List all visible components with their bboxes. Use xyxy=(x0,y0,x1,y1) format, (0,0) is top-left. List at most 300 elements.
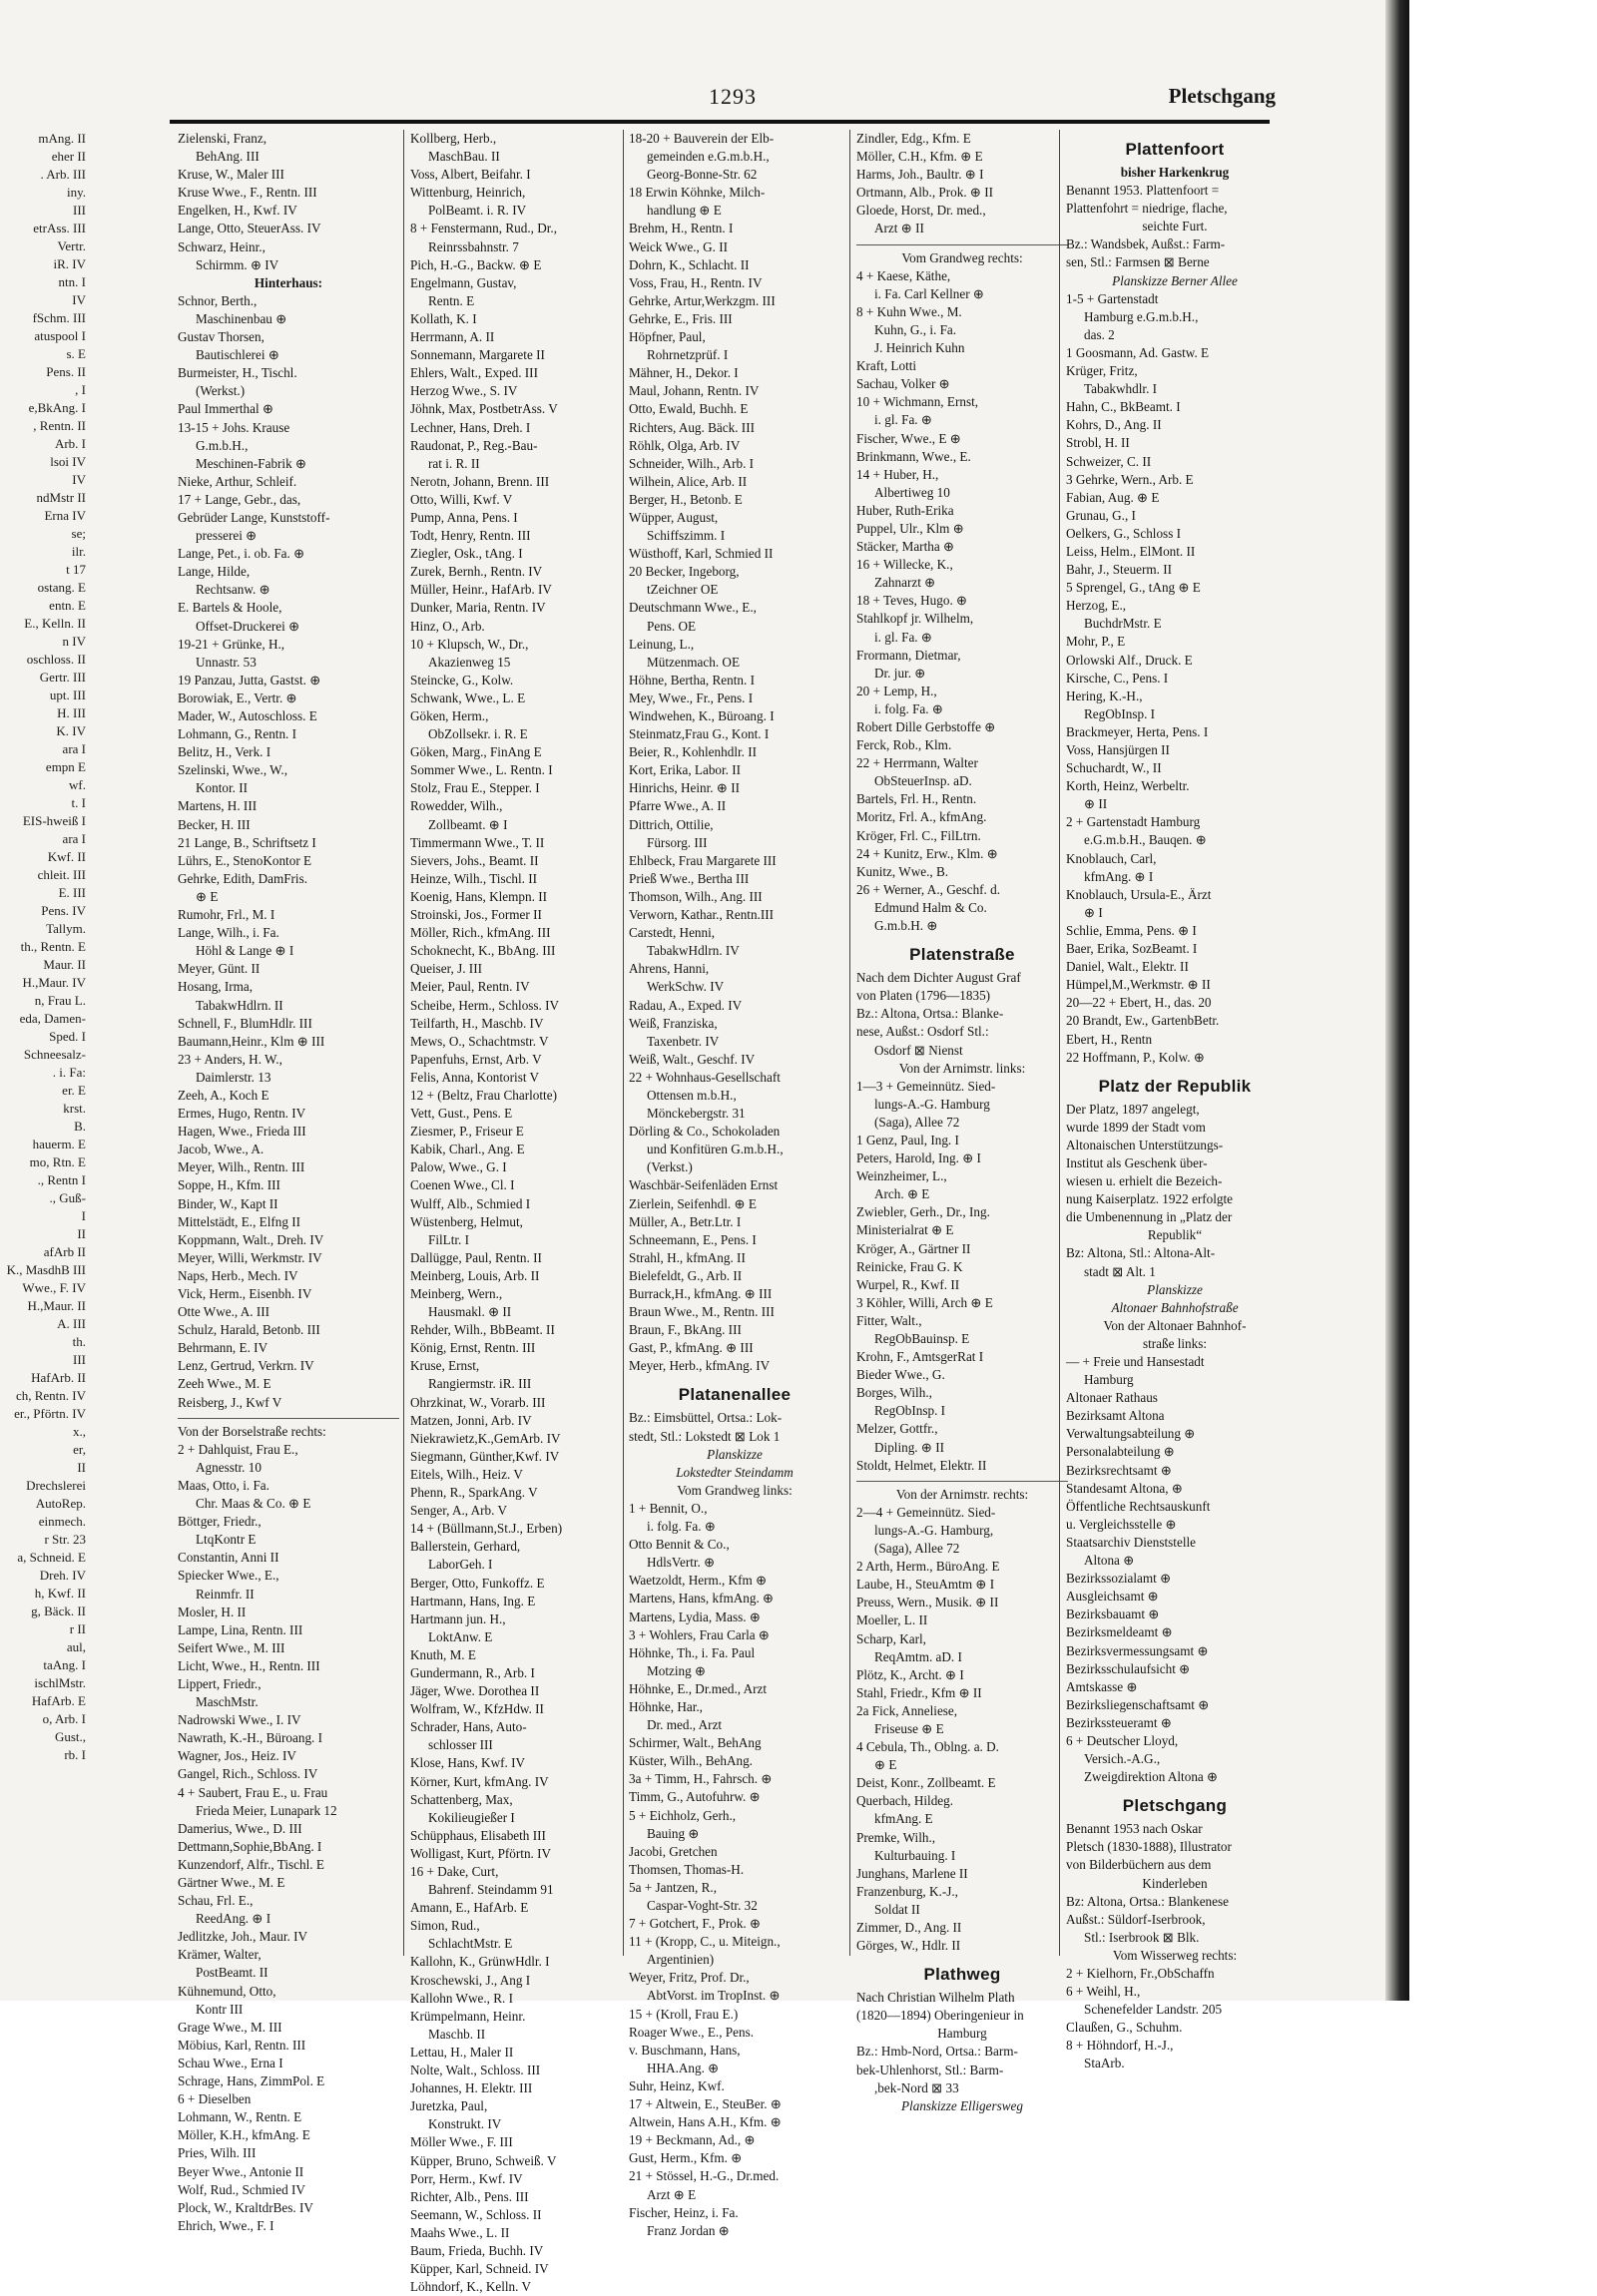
directory-entry: das. 2 xyxy=(1084,326,1115,342)
directory-entry: 3 Köhler, Willi, Arch ⊕ E xyxy=(856,1294,993,1310)
street-heading: Platz der Republik xyxy=(1098,1076,1252,1096)
directory-entry: Gärtner Wwe., M. E xyxy=(178,1875,285,1890)
directory-entry: Taxenbetr. IV xyxy=(647,1033,720,1049)
directory-entry: 10 + Klupsch, W., Dr., xyxy=(410,636,529,652)
directory-entry: Zindler, Edg., Kfm. E xyxy=(856,131,971,146)
facing-page-fragment: taAng. I xyxy=(43,1657,86,1672)
directory-entry: Altonaischen Unterstützungs- xyxy=(1066,1137,1224,1152)
facing-page-fragment: th. xyxy=(72,1334,86,1349)
directory-entry: Voss, Hansjürgen II xyxy=(1066,742,1170,757)
section-rule xyxy=(856,1475,1068,1482)
directory-entry: 2 + Dahlquist, Frau E., xyxy=(178,1441,298,1457)
directory-entry: Rumohr, Frl., M. I xyxy=(178,907,275,923)
directory-entry: Hinrichs, Heinr. ⊕ II xyxy=(629,780,741,796)
directory-entry: Grunau, G., I xyxy=(1066,507,1136,523)
directory-entry: Akazienweg 15 xyxy=(428,654,511,670)
directory-entry: Soldat II xyxy=(874,1901,920,1917)
directory-entry: Höhnke, E., Dr.med., Arzt xyxy=(629,1680,768,1696)
directory-entry: Simon, Rud., xyxy=(410,1918,480,1934)
directory-entry: Zurek, Bernh., Rentn. IV xyxy=(410,564,543,580)
directory-entry: 20 Brandt, Ew., GartenbBetr. xyxy=(1066,1013,1220,1029)
directory-entry: tZeichner OE xyxy=(647,582,719,598)
directory-entry: Kröger, Frl. C., FilLtrn. xyxy=(856,827,981,843)
facing-page-fragment: Arb. I xyxy=(54,436,86,451)
directory-entry: bek-Uhlenhorst, Stl.: Barm- xyxy=(856,2062,1004,2077)
directory-entry: und Konfitüren G.m.b.H., xyxy=(647,1142,784,1157)
directory-entry: Schnor, Berth., xyxy=(178,292,258,308)
directory-entry: Otto, Willi, Kwf. V xyxy=(410,491,513,507)
facing-page-fragment: r II xyxy=(69,1621,86,1636)
directory-entry: Schüpphaus, Elisabeth III xyxy=(410,1827,546,1843)
directory-entry: BehAng. III xyxy=(196,149,260,165)
directory-entry: Schwarz, Heinr., xyxy=(178,238,266,254)
directory-entry: Reinmfr. II xyxy=(196,1586,255,1602)
directory-entry: Körner, Kurt, kfmAng. IV xyxy=(410,1773,549,1789)
directory-entry: Schulz, Harald, Betonb. III xyxy=(178,1322,320,1338)
directory-entry: 26 + Werner, A., Geschf. d. xyxy=(856,881,1001,897)
directory-entry: Ziesmer, P., Friseur E xyxy=(410,1124,524,1140)
directory-entry: Bezirksliegenschaftsamt ⊕ xyxy=(1066,1696,1210,1712)
directory-entry: Mittelstädt, E., Elfng II xyxy=(178,1213,301,1229)
directory-entry: Gustav Thorsen, xyxy=(178,329,265,345)
directory-entry: 19 + Beckmann, Ad., ⊕ xyxy=(629,2132,756,2148)
section-caption: seichte Furt. xyxy=(1142,219,1208,234)
directory-entry: Voss, Frau, H., Rentn. IV xyxy=(629,274,763,290)
directory-entry: Becker, H. III xyxy=(178,816,251,832)
directory-entry: Gehrke, Artur,Werkzgm. III xyxy=(629,292,776,308)
directory-entry: Wurpel, R., Kwf. II xyxy=(856,1276,960,1292)
directory-entry: Bahr, J., Steuerm. II xyxy=(1066,562,1173,578)
facing-page-fragment: iny. xyxy=(66,185,86,200)
column-4 xyxy=(856,130,1068,2113)
facing-page-fragment: ischlMstr. xyxy=(34,1675,86,1690)
directory-entry: Fischer, Wwe., E ⊕ xyxy=(856,430,961,446)
directory-entry: Braun, F., BkAng. III xyxy=(629,1322,742,1338)
facing-page-fragment: Gust., xyxy=(54,1729,86,1744)
directory-entry: 22 + Herrmann, Walter xyxy=(856,755,978,771)
facing-page-fragment: Kwf. II xyxy=(47,849,86,864)
directory-entry: Schirmer, Walt., BehAng xyxy=(629,1735,762,1751)
directory-entry: Bezirksbauamt ⊕ xyxy=(1066,1607,1160,1622)
directory-entry: LaborGeh. I xyxy=(428,1557,493,1573)
directory-entry: Seemann, W., Schloss. II xyxy=(410,2206,542,2222)
facing-page-fragment: eher II xyxy=(51,149,86,164)
directory-entry: Zwiebler, Gerh., Dr., Ing. xyxy=(856,1204,990,1220)
facing-page-fragment: a, Schneid. E xyxy=(17,1550,86,1565)
directory-entry: Weick Wwe., G. II xyxy=(629,238,729,254)
directory-entry: Caspar-Voght-Str. 32 xyxy=(647,1898,758,1913)
section-caption: Von der Altonaer Bahnhof- xyxy=(1103,1317,1247,1333)
column-3 xyxy=(629,130,840,2238)
directory-entry: Wolfram, W., KfzHdw. II xyxy=(410,1701,544,1717)
facing-page-fragment: Tallym. xyxy=(46,921,86,936)
directory-entry: Bezirksrechtsamt ⊕ xyxy=(1066,1462,1172,1478)
directory-entry: Teilfarth, H., Maschb. IV xyxy=(410,1015,544,1031)
directory-entry: Meyer, Willi, Werkmstr. IV xyxy=(178,1249,322,1265)
directory-entry: Heinze, Wilh., Tischl. II xyxy=(410,870,538,886)
facing-page-fragment: einmech. xyxy=(38,1514,86,1529)
directory-entry: 16 + Dake, Curt, xyxy=(410,1864,499,1879)
directory-entry: Lange, Otto, SteuerAss. IV xyxy=(178,221,321,236)
section-caption: straße links: xyxy=(1142,1335,1208,1351)
directory-entry: Ballerstein, Gerhard, xyxy=(410,1539,521,1555)
directory-entry: Suhr, Heinz, Kwf. xyxy=(629,2077,725,2093)
directory-entry: Brackmeyer, Herta, Pens. I xyxy=(1066,723,1209,739)
facing-page-fragment: Gertr. III xyxy=(39,670,86,685)
street-heading: Pletschgang xyxy=(1122,1796,1228,1816)
directory-entry: Wagner, Jos., Heiz. IV xyxy=(178,1748,296,1764)
directory-entry: die Umbenennung in „Platz der xyxy=(1066,1209,1233,1225)
directory-entry: Martens, Hans, kfmAng. ⊕ xyxy=(629,1591,775,1607)
directory-entry: 8 + Fenstermann, Rud., Dr., xyxy=(410,221,557,236)
directory-entry: Engelken, H., Kwf. IV xyxy=(178,203,297,219)
directory-entry: Martens, Lydia, Mass. ⊕ xyxy=(629,1608,761,1624)
directory-entry: Wolf, Rud., Schmied IV xyxy=(178,2181,305,2197)
directory-entry: Dohrn, K., Schlacht. II xyxy=(629,256,750,272)
directory-entry: Schneider, Wilh., Arb. I xyxy=(629,455,755,471)
directory-entry: Nerotn, Johann, Brenn. III xyxy=(410,473,550,489)
facing-page-fragment: entn. E xyxy=(49,598,86,613)
facing-page-fragment: er., Pförtn. IV xyxy=(14,1406,86,1421)
directory-entry: J. Heinrich Kuhn xyxy=(874,340,965,356)
directory-entry: Schneemann, E., Pens. I xyxy=(629,1231,757,1247)
directory-entry: Wüpper, August, xyxy=(629,509,719,525)
directory-entry: Zimmer, D., Ang. II xyxy=(856,1920,962,1935)
directory-entry: Hümpel,M.,Werkmstr. ⊕ II xyxy=(1066,977,1211,993)
directory-entry: Möbius, Karl, Rentn. III xyxy=(178,2037,306,2053)
section-caption: bisher Harkenkrug xyxy=(1120,165,1230,180)
directory-entry: G.m.b.H. ⊕ xyxy=(874,918,938,934)
directory-entry: Hausmakl. ⊕ II xyxy=(428,1304,512,1320)
facing-page-fragment: HafArb. E xyxy=(31,1693,86,1708)
facing-page-fragment: fSchm. III xyxy=(32,310,86,325)
directory-entry: Ebert, H., Rentn xyxy=(1066,1031,1153,1047)
directory-entry: 10 + Wichmann, Ernst, xyxy=(856,394,979,410)
directory-entry: Wilhein, Alice, Arb. II xyxy=(629,473,748,489)
directory-entry: Klose, Hans, Kwf. IV xyxy=(410,1755,526,1771)
plan-reference: Planskizze Berner Allee xyxy=(1112,272,1238,288)
directory-entry: Korth, Heinz, Werbeltr. xyxy=(1066,778,1190,794)
directory-entry: 12 + (Beltz, Frau Charlotte) xyxy=(410,1087,557,1103)
directory-entry: Mönckebergstr. 31 xyxy=(647,1106,746,1122)
directory-entry: Lenz, Gertrud, Verkrn. IV xyxy=(178,1358,314,1374)
directory-entry: Arch. ⊕ E xyxy=(874,1186,930,1202)
directory-entry: Göken, Herm., xyxy=(410,708,489,723)
directory-entry: Krümpelmann, Heinr. xyxy=(410,2008,526,2024)
directory-entry: Schirmm. ⊕ IV xyxy=(196,256,279,272)
directory-entry: Friseuse ⊕ E xyxy=(874,1720,944,1736)
directory-entry: RegObInsp. I xyxy=(1084,705,1156,721)
directory-entry: Reisberg, J., Kwf V xyxy=(178,1394,282,1410)
directory-entry: handlung ⊕ E xyxy=(647,203,722,219)
facing-page-fragment: wf. xyxy=(69,777,86,792)
directory-entry: Jedlitzke, Joh., Maur. IV xyxy=(178,1929,308,1945)
directory-entry: Szelinski, Wwe., W., xyxy=(178,762,288,778)
directory-entry: Schenefelder Landstr. 205 xyxy=(1084,2002,1223,2018)
directory-entry: Pump, Anna, Pens. I xyxy=(410,509,518,525)
directory-entry: Lechner, Hans, Dreh. I xyxy=(410,419,531,435)
directory-entry: Waschbär-Seifenläden Ernst xyxy=(629,1177,779,1193)
directory-entry: Weyer, Fritz, Prof. Dr., xyxy=(629,1970,750,1986)
directory-entry: Junghans, Marlene II xyxy=(856,1865,968,1881)
directory-entry: Argentinien) xyxy=(647,1952,715,1968)
column-1 xyxy=(178,130,399,2233)
directory-entry: wiesen u. erhielt die Bezeich- xyxy=(1066,1173,1223,1189)
directory-entry: 1 Genz, Paul, Ing. I xyxy=(856,1132,959,1148)
directory-entry: Schoknecht, K., BbAng. III xyxy=(410,943,556,959)
facing-page-fragment: K. IV xyxy=(56,723,86,738)
directory-entry: ObSteuerInsp. aD. xyxy=(874,773,972,789)
facing-page-fragment: II xyxy=(77,1226,86,1241)
facing-page-fragment: atuspool I xyxy=(34,328,86,343)
directory-entry: 16 + Willecke, K., xyxy=(856,557,953,573)
facing-page-fragment: K., MasdhB III xyxy=(6,1262,86,1277)
directory-entry: Knoblauch, Ursula-E., Ärzt xyxy=(1066,886,1212,902)
directory-entry: Borges, Wilh., xyxy=(856,1385,932,1401)
directory-entry: Felis, Anna, Kontorist V xyxy=(410,1069,540,1085)
directory-entry: kfmAng. ⊕ I xyxy=(1084,868,1154,884)
directory-entry: Stl.: Iserbrook ⊠ Blk. xyxy=(1084,1929,1200,1945)
directory-entry: Zielenski, Franz, xyxy=(178,131,266,146)
directory-entry: Beyer Wwe., Antonie II xyxy=(178,2163,304,2179)
directory-entry: 4 Cebula, Th., Oblng. a. D. xyxy=(856,1739,999,1755)
directory-entry: Knoblauch, Carl, xyxy=(1066,850,1157,866)
directory-entry: 17 + Lange, Gebr., das, xyxy=(178,491,301,507)
directory-entry: Küpper, Karl, Schneid. IV xyxy=(410,2261,549,2277)
directory-entry: Roager Wwe., E., Pens. xyxy=(629,2024,755,2040)
directory-entry: Otte Wwe., A. III xyxy=(178,1304,270,1320)
directory-entry: Lange, Hilde, xyxy=(178,564,251,580)
directory-entry: Zweigdirektion Altona ⊕ xyxy=(1084,1769,1219,1785)
directory-entry: Seifert Wwe., M. III xyxy=(178,1639,285,1655)
directory-entry: Carstedt, Henni, xyxy=(629,925,716,941)
directory-entry: Windwehen, K., Büroang. I xyxy=(629,708,775,723)
directory-entry: 5a + Jantzen, R., xyxy=(629,1879,718,1895)
directory-entry: presserei ⊕ xyxy=(196,528,258,544)
directory-entry: Osdorf ⊠ Nienst xyxy=(874,1042,963,1058)
directory-entry: Amann, E., HafArb. E xyxy=(410,1900,529,1916)
directory-entry: ,bek-Nord ⊠ 33 xyxy=(874,2079,959,2095)
directory-entry: Zierlein, Seifenhdl. ⊕ E xyxy=(629,1195,757,1211)
facing-page-fragment: rb. I xyxy=(64,1747,86,1762)
directory-entry: FilLtr. I xyxy=(428,1231,470,1247)
directory-entry: Stäcker, Martha ⊕ xyxy=(856,539,955,555)
directory-entry: Hahn, C., BkBeamt. I xyxy=(1066,399,1181,415)
directory-entry: G.m.b.H., xyxy=(196,437,249,453)
directory-entry: ⊕ I xyxy=(1084,904,1103,920)
plan-reference: Planskizze Elligersweg xyxy=(901,2097,1023,2113)
directory-entry: Schuchardt, W., II xyxy=(1066,760,1162,776)
directory-entry: Vick, Herm., Eisenbh. IV xyxy=(178,1286,312,1301)
directory-entry: Deist, Konr., Zollbeamt. E xyxy=(856,1775,996,1791)
directory-entry: Bahrenf. Steindamm 91 xyxy=(428,1882,554,1898)
directory-entry: Vett, Gust., Pens. E xyxy=(410,1106,513,1122)
directory-entry: Zollbeamt. ⊕ I xyxy=(428,816,508,832)
directory-entry: Von der Borselstraße rechts: xyxy=(178,1423,326,1439)
directory-entry: lungs-A.-G. Hamburg, xyxy=(874,1522,994,1538)
directory-entry: Frieda Meier, Lunapark 12 xyxy=(196,1802,337,1818)
directory-entry: Senger, A., Arb. V xyxy=(410,1503,508,1519)
directory-entry: Schau, Frl. E., xyxy=(178,1893,254,1909)
directory-entry: Altona ⊕ xyxy=(1084,1553,1135,1569)
directory-entry: Stahlkopf jr. Wilhelm, xyxy=(856,611,974,627)
directory-entry: Moeller, L. II xyxy=(856,1612,928,1628)
directory-entry: Nach Christian Wilhelm Plath xyxy=(856,1990,1015,2006)
directory-entry: 21 Lange, B., Schriftsetz I xyxy=(178,834,316,850)
directory-entry: Schau Wwe., Erna I xyxy=(178,2055,283,2070)
directory-entry: StaArb. xyxy=(1084,2056,1125,2071)
directory-entry: Gloede, Horst, Dr. med., xyxy=(856,203,986,219)
directory-entry: Zeeh, A., Koch E xyxy=(178,1087,269,1103)
directory-entry: Stroinski, Jos., Former II xyxy=(410,907,542,923)
directory-entry: Laube, H., SteuAmtm ⊕ I xyxy=(856,1577,995,1593)
facing-page-fragment: H.,Maur. II xyxy=(27,1298,86,1313)
directory-entry: Kontor. II xyxy=(196,780,249,796)
directory-entry: 8 + Kuhn Wwe., M. xyxy=(856,303,962,319)
section-caption: Vom Wisserweg rechts: xyxy=(1112,1947,1238,1963)
directory-entry: Nieke, Arthur, Schleif. xyxy=(178,473,297,489)
directory-entry: Lange, Pet., i. ob. Fa. ⊕ xyxy=(178,546,305,562)
directory-entry: Lohmann, G., Rentn. I xyxy=(178,726,297,742)
directory-entry: Stahl, Friedr., Kfm ⊕ II xyxy=(856,1684,982,1700)
directory-entry: Standesamt Altona, ⊕ xyxy=(1066,1480,1183,1496)
directory-entry: 1—3 + Gemeinnütz. Sied- xyxy=(856,1078,996,1094)
facing-page-fragment: krst. xyxy=(63,1101,86,1116)
facing-page-fragment: EIS-hweiß I xyxy=(22,813,86,828)
directory-entry: Lange, Wilh., i. Fa. xyxy=(178,925,279,941)
facing-page-fragment: HafArb. II xyxy=(31,1370,86,1385)
directory-entry: Daniel, Walt., Elektr. II xyxy=(1066,959,1189,975)
directory-entry: Jacob, Wwe., A. xyxy=(178,1142,265,1157)
directory-entry: Ortmann, Alb., Prok. ⊕ II xyxy=(856,185,994,201)
directory-entry: Bauing ⊕ xyxy=(647,1825,700,1841)
directory-entry: WerkSchw. IV xyxy=(647,979,725,995)
directory-entry: Mey, Wwe., Fr., Pens. I xyxy=(629,689,754,705)
directory-entry: Radau, A., Exped. IV xyxy=(629,997,743,1013)
facing-page-fragment: oschloss. II xyxy=(26,652,86,667)
directory-entry: Bartels, Frl. H., Rentn. xyxy=(856,791,977,807)
directory-entry: 6 + Dieselben xyxy=(178,2091,252,2107)
directory-entry: Gebrüder Lange, Kunststoff- xyxy=(178,509,330,525)
directory-entry: 18-20 + Bauverein der Elb- xyxy=(629,131,775,146)
directory-entry: Hering, K.-H., xyxy=(1066,688,1143,703)
directory-entry: 2 + Gartenstadt Hamburg xyxy=(1066,814,1201,830)
directory-entry: Lippert, Friedr., xyxy=(178,1675,262,1691)
directory-entry: Hinz, O., Arb. xyxy=(410,618,485,634)
directory-entry: 4 + Kaese, Käthe, xyxy=(856,267,951,283)
directory-entry: Bz.: Altona, Ortsa.: Blanke- xyxy=(856,1006,1004,1022)
directory-entry: Binder, W., Kapt II xyxy=(178,1195,278,1211)
directory-entry: Ausgleichsamt ⊕ xyxy=(1066,1589,1159,1605)
directory-entry: Müller, Heinr., HafArb. IV xyxy=(410,582,552,598)
directory-entry: Ahrens, Hanni, xyxy=(629,961,710,977)
directory-entry: Maahs Wwe., L. II xyxy=(410,2224,510,2240)
directory-entry: Ferck, Rob., Klm. xyxy=(856,737,952,753)
directory-entry: e.G.m.b.H., Bauqen. ⊕ xyxy=(1084,832,1207,848)
facing-page-fragment: Maur. II xyxy=(43,957,86,972)
directory-entry: Prieß Wwe., Bertha III xyxy=(629,870,750,886)
directory-entry: 2—4 + Gemeinnütz. Sied- xyxy=(856,1504,996,1520)
directory-entry: Timmermann Wwe., T. II xyxy=(410,834,545,850)
directory-entry: Verworn, Kathar., Rentn.III xyxy=(629,907,775,923)
directory-entry: Engelmann, Gustav, xyxy=(410,274,517,290)
directory-entry: Braun Wwe., M., Rentn. III xyxy=(629,1304,775,1320)
directory-entry: Richters, Aug. Bäck. III xyxy=(629,419,755,435)
facing-page-fragment: . Arb. III xyxy=(40,167,86,182)
directory-entry: Kraft, Lotti xyxy=(856,358,917,374)
directory-entry: Sachau, Volker ⊕ xyxy=(856,376,950,392)
directory-entry: Pries, Wilh. III xyxy=(178,2145,257,2161)
facing-page-fragment: th., Rentn. E xyxy=(20,939,86,954)
directory-entry: Hartmann jun. H., xyxy=(410,1610,506,1626)
directory-entry: 22 Hoffmann, P., Kolw. ⊕ xyxy=(1066,1049,1205,1065)
directory-entry: Mohr, P., E xyxy=(1066,634,1126,650)
directory-entry: Mews, O., Schachtmstr. V xyxy=(410,1033,549,1049)
facing-page-fragment: Pens. II xyxy=(46,364,86,379)
directory-entry: Kollath, K. I xyxy=(410,310,477,326)
directory-entry: Melzer, Gottfr., xyxy=(856,1421,938,1437)
directory-entry: 17 + Altwein, E., SteuBer. ⊕ xyxy=(629,2096,782,2112)
facing-page-fragment: n, Frau L. xyxy=(34,993,86,1008)
directory-entry: HHA.Ang. ⊕ xyxy=(647,2060,720,2075)
directory-entry: Kruse Wwe., F., Rentn. III xyxy=(178,185,317,201)
directory-entry: Burrack,H., kfmAng. ⊕ III xyxy=(629,1286,773,1301)
directory-entry: 3 Gehrke, Wern., Arb. E xyxy=(1066,471,1194,487)
page-number: 1293 xyxy=(709,84,757,109)
directory-entry: Claußen, G., Schuhm. xyxy=(1066,2020,1183,2036)
directory-entry: Stolz, Frau E., Stepper. I xyxy=(410,780,540,796)
directory-entry: 22 + Wohnhaus-Gesellschaft xyxy=(629,1069,781,1085)
directory-entry: Mähner, H., Dekor. I xyxy=(629,365,739,381)
directory-entry: Bezirksvermessungsamt ⊕ xyxy=(1066,1642,1209,1658)
directory-entry: 23 + Anders, H. W., xyxy=(178,1051,282,1067)
plan-reference: Lokstedter Steindamm xyxy=(676,1464,794,1480)
directory-entry: i. folg. Fa. ⊕ xyxy=(874,700,943,716)
directory-entry: Pfarre Wwe., A. II xyxy=(629,798,727,814)
facing-page-fragment: ., Rentn I xyxy=(37,1172,86,1187)
directory-entry: Bieder Wwe., G. xyxy=(856,1367,945,1383)
directory-entry: Baum, Frieda, Buchh. IV xyxy=(410,2242,544,2258)
directory-entry: 20 + Lemp, H., xyxy=(856,683,937,698)
directory-entry: Lührs, E., StenoKontor E xyxy=(178,852,312,868)
directory-entry: Ottensen m.b.H., xyxy=(647,1087,737,1103)
facing-page-fragment: Vertr. xyxy=(57,238,86,253)
facing-page-fragment: III xyxy=(73,203,86,218)
directory-entry: Harms, Joh., Baultr. ⊕ I xyxy=(856,167,984,183)
directory-entry: Wolligast, Kurt, Pförtn. IV xyxy=(410,1845,552,1861)
directory-entry: Rentn. E xyxy=(428,292,475,308)
directory-entry: PostBeamt. II xyxy=(196,1965,268,1981)
directory-entry: Kuhn, G., i. Fa. xyxy=(874,321,957,337)
directory-entry: Höpfner, Paul, xyxy=(629,329,706,345)
directory-entry: Höhne, Bertha, Rentn. I xyxy=(629,672,755,688)
directory-entry: Offset-Druckerei ⊕ xyxy=(196,618,300,634)
directory-entry: 2 + Kielhorn, Fr.,ObSchaffn xyxy=(1066,1966,1215,1981)
facing-page-fragment: h, Kwf. II xyxy=(34,1586,86,1601)
directory-entry: v. Buschmann, Hans, xyxy=(629,2042,741,2058)
directory-entry: Institut als Geschenk über- xyxy=(1066,1154,1208,1170)
directory-entry: Höhl & Lange ⊕ I xyxy=(196,943,294,959)
directory-entry: Herzog, E., xyxy=(1066,598,1127,614)
directory-entry: Wüstenberg, Helmut, xyxy=(410,1213,523,1229)
directory-entry: Licht, Wwe., H., Rentn. III xyxy=(178,1657,320,1673)
directory-entry: Rehder, Wilh., BbBeamt. II xyxy=(410,1322,555,1338)
directory-entry: Rohrnetzprüf. I xyxy=(647,347,729,363)
directory-entry: Grage Wwe., M. III xyxy=(178,2019,282,2035)
facing-page-fragment: Pens. IV xyxy=(41,903,86,918)
directory-entry: ObZollsekr. i. R. E xyxy=(428,726,528,742)
directory-entry: 6 + Deutscher Lloyd, xyxy=(1066,1732,1179,1748)
